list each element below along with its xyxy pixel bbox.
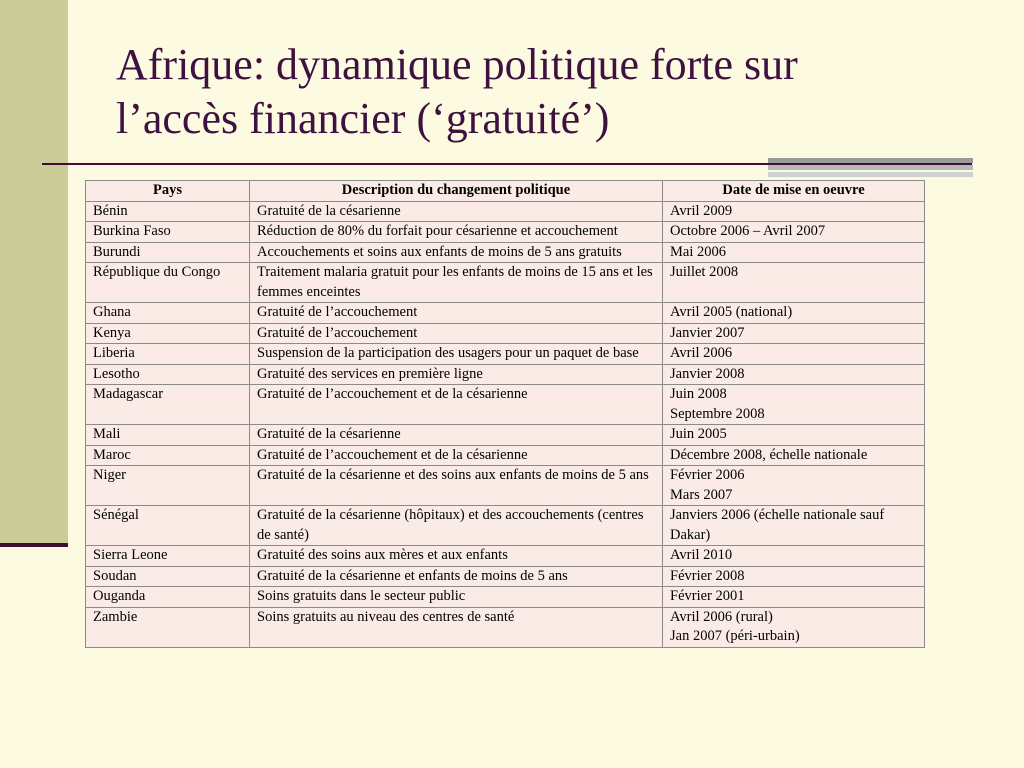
policy-table [85,180,925,648]
cell-country: Mali [86,425,250,446]
cell-date-line: Avril 2006 [670,345,733,361]
cell-date-line: Juin 2008 [670,386,727,402]
cell-description: Gratuité de l’accouchement et de la césarienne [250,445,663,466]
cell-date-line: Février 2001 [670,588,745,604]
cell-description: Soins gratuits au niveau des centres de santé [250,607,663,647]
cell-country: Ouganda [86,587,250,608]
cell-description: Soins gratuits dans le secteur public [250,587,663,608]
cell-description: Gratuité de la césarienne [250,201,663,222]
cell-date-line: Septembre 2008 [670,405,765,422]
cell-description: Gratuité de l’accouchement [250,303,663,324]
table-row [86,364,925,385]
table-row [86,303,925,324]
left-accent-band [0,0,68,546]
cell-country: Zambie [86,607,250,647]
table-row [86,222,925,243]
cell-date-line: Janvier 2008 [670,365,745,382]
cell-country: République du Congo [86,263,250,303]
cell-description: Gratuité de la césarienne (hôpitaux) et des accouchements (centres de santé) [250,506,663,546]
cell-description: Gratuité de l’accouchement et de la césarienne [250,385,663,425]
header-country: Pays [86,181,250,202]
cell-country: Sierra Leone [86,546,250,567]
cell-date-line: Jan 2007 (péri-urbain) [670,628,800,644]
cell-description: Traitement malaria gratuit pour les enfants de moins de 15 ans et les femmes enceintes [250,263,663,303]
cell-description: Gratuité de la césarienne [250,425,663,446]
table-row [86,587,925,608]
cell-date-line: Juin 2005 [670,426,727,442]
table-row [86,607,925,647]
cell-date-line: Avril 2006 (rural) [670,608,773,625]
cell-description: Gratuité des services en première ligne [250,364,663,385]
left-accent-rule [0,543,68,547]
cell-date-line: Avril 2010 [670,547,733,563]
cell-date [663,466,925,506]
cell-date-line: Juillet 2008 [670,264,739,280]
cell-country: Lesotho [86,364,250,385]
table-row [86,323,925,344]
cell-date-line: Janviers 2006 (échelle nationale sauf Dakar) [670,507,885,543]
cell-date-line: Février 2006 [670,467,745,483]
cell-date-line: Avril 2005 (national) [670,304,793,320]
table-row [86,445,925,466]
cell-date [663,506,925,546]
slide-title-line-2: l’accès financier (‘gratuité’) [116,94,610,143]
table-row [86,466,925,506]
cell-country: Ghana [86,303,250,324]
cell-country: Kenya [86,323,250,344]
cell-date [663,607,925,647]
cell-date [663,263,925,303]
cell-date [663,364,925,385]
cell-description: Gratuité de la césarienne et des soins aux enfants de moins de 5 ans [250,466,663,506]
table-row [86,425,925,446]
cell-description: Suspension de la participation des usagers pour un paquet de base [250,344,663,365]
cell-date [663,344,925,365]
cell-date [663,323,925,344]
cell-description: Gratuité de l’accouchement [250,323,663,344]
cell-description: Gratuité de la césarienne et enfants de moins de 5 ans [250,566,663,587]
cell-description: Accouchements et soins aux enfants de moins de 5 ans gratuits [250,242,663,263]
cell-date [663,222,925,243]
cell-date [663,566,925,587]
table-row [86,385,925,425]
cell-country: Liberia [86,344,250,365]
table-row [86,546,925,567]
cell-country: Madagascar [86,385,250,425]
table-row [86,344,925,365]
cell-country: Niger [86,466,250,506]
cell-date [663,303,925,324]
cell-date [663,201,925,222]
cell-date-line: Mai 2006 [670,243,726,260]
cell-date-line: Décembre 2008, échelle nationale [670,446,868,463]
cell-country: Burkina Faso [86,222,250,243]
cell-description: Gratuité des soins aux mères et aux enfants [250,546,663,567]
cell-date [663,587,925,608]
table-row [86,566,925,587]
decorative-bars [768,158,973,178]
cell-date-line: Octobre 2006 – Avril 2007 [670,223,826,239]
table-header-row [86,181,925,202]
cell-date-line: Avril 2009 [670,202,733,219]
slide-title [116,38,996,146]
cell-date-line: Février 2008 [670,567,745,584]
header-date: Date de mise en oeuvre [663,181,925,202]
cell-date [663,385,925,425]
table-row [86,263,925,303]
cell-country: Burundi [86,242,250,263]
table-row [86,506,925,546]
header-description: Description du changement politique [250,181,663,202]
cell-country: Bénin [86,201,250,222]
cell-country: Soudan [86,566,250,587]
cell-date [663,546,925,567]
cell-country: Sénégal [86,506,250,546]
cell-description: Réduction de 80% du forfait pour césarienne et accouchement [250,222,663,243]
table-row [86,242,925,263]
cell-date-line: Janvier 2007 [670,324,745,341]
cell-date [663,445,925,466]
cell-date [663,425,925,446]
cell-country: Maroc [86,445,250,466]
cell-date-line: Mars 2007 [670,486,733,503]
table-row [86,201,925,222]
cell-date [663,242,925,263]
slide-title-line-1: Afrique: dynamique politique forte sur [116,40,798,89]
